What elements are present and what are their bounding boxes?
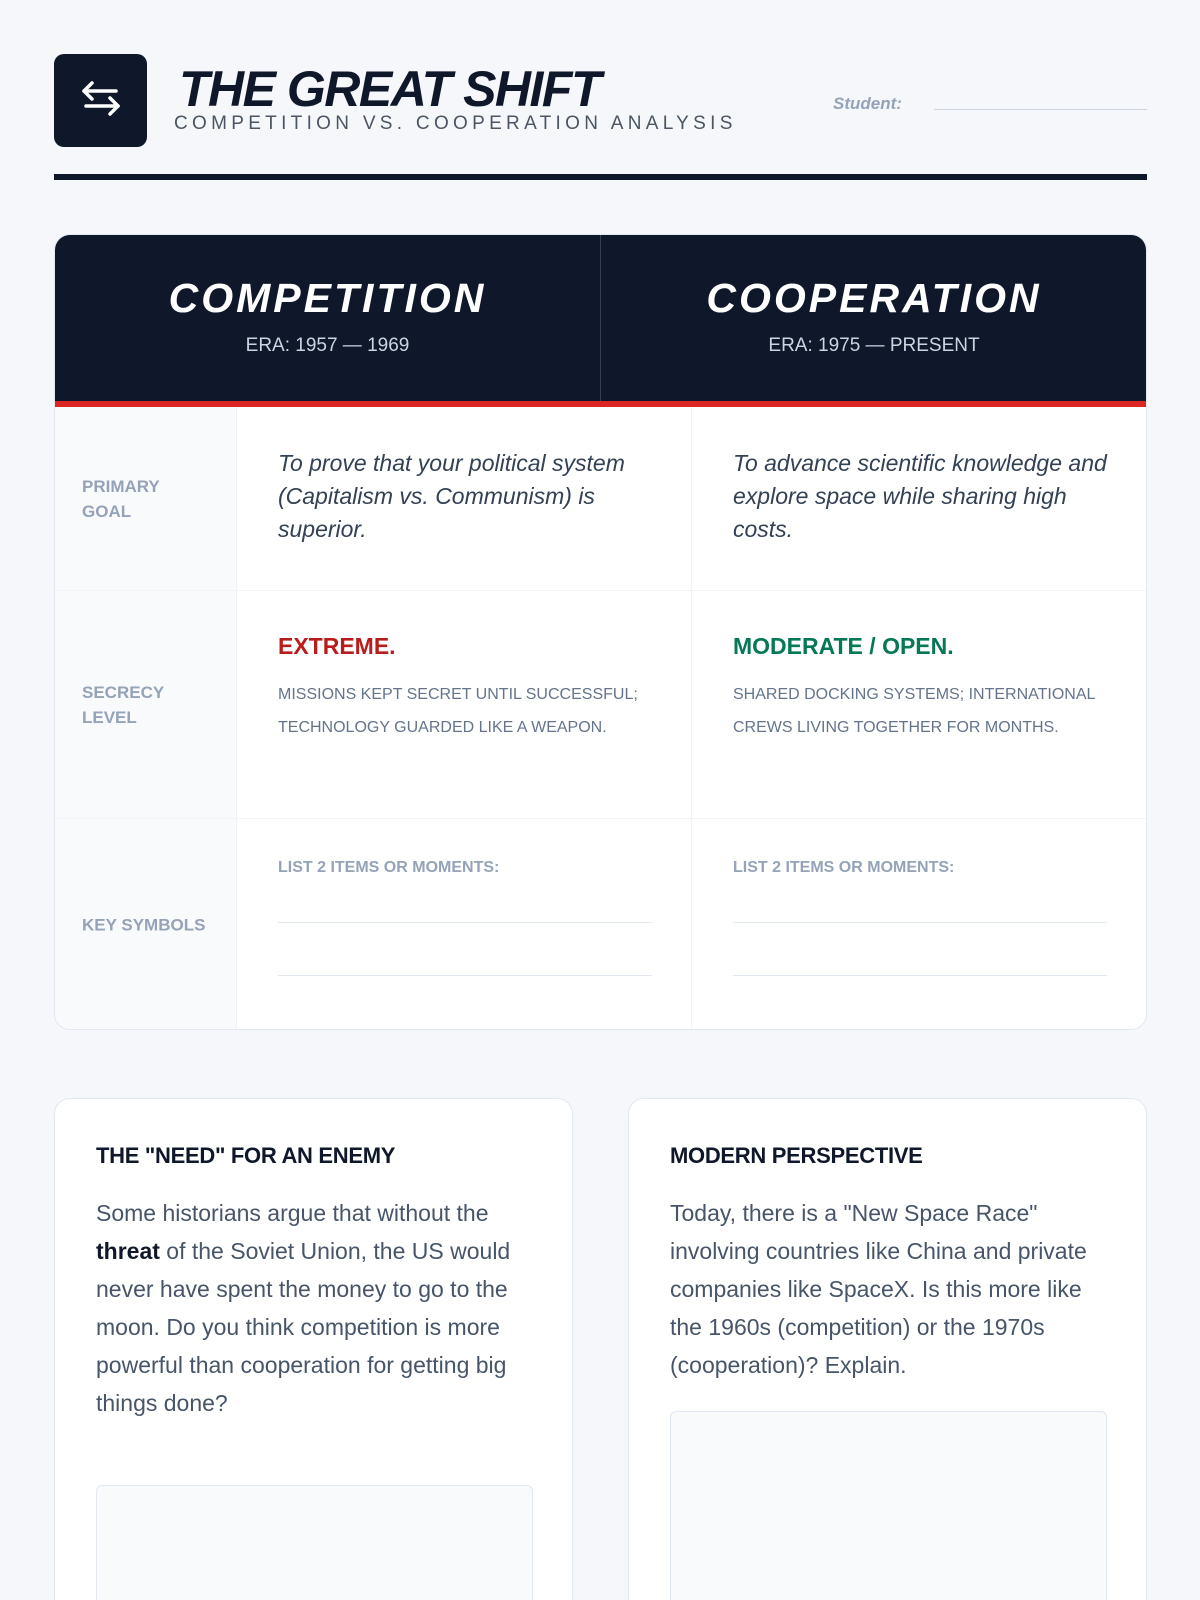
competition-secrecy-cell: [237, 591, 692, 818]
cooperation-title: COOPERATION: [706, 275, 1042, 321]
table-row-key-symbols: [55, 819, 1146, 1030]
question-body-modern: Today, there is a "New Space Race" involving countries like China and private companies like SpaceX. Is this more like the 1960s (competition) or the 1970s (cooperation)? Explain.: [670, 1200, 1087, 1378]
competition-goal-text: To prove that your political system (Capitalism vs. Communism) is superior.: [278, 450, 625, 542]
student-label: Student:: [833, 94, 902, 113]
answer-box-enemy[interactable]: [96, 1485, 533, 1600]
competition-symbol-line-2[interactable]: [278, 975, 652, 976]
competition-symbol-line-1[interactable]: [278, 922, 652, 923]
comparison-table: [54, 234, 1147, 1030]
competition-secrecy-note: MISSIONS KEPT SECRET UNTIL SUCCESSFUL; TECHNOLOGY GUARDED LIKE A WEAPON.: [278, 686, 638, 736]
page-subtitle: COMPETITION VS. COOPERATION ANALYSIS: [174, 113, 737, 134]
competition-secrecy-level: EXTREME.: [278, 633, 396, 659]
worksheet-header: [54, 54, 1147, 180]
header-divider: [54, 174, 1147, 180]
comparison-header: [55, 235, 1146, 407]
cooperation-era: ERA: 1975 — PRESENT: [768, 335, 980, 356]
row-label-cell: [55, 819, 237, 1030]
row-label-primary-goal: PRIMARY GOAL: [82, 476, 160, 521]
competition-era: ERA: 1957 — 1969: [245, 335, 410, 356]
cooperation-symbols-prompt: LIST 2 ITEMS OR MOMENTS:: [733, 859, 955, 876]
competition-header: [55, 235, 601, 401]
answer-box-modern[interactable]: [670, 1411, 1107, 1600]
swap-arrows-icon: [78, 75, 124, 126]
question-body-enemy-emphasis: threat: [96, 1238, 160, 1264]
question-card-enemy: [54, 1098, 573, 1600]
cooperation-header: [601, 235, 1147, 401]
cooperation-secrecy-note: SHARED DOCKING SYSTEMS; INTERNATIONAL CREWS LIVING TOGETHER FOR MONTHS.: [733, 686, 1095, 736]
competition-title: COMPETITION: [168, 275, 487, 321]
question-body-enemy-part-2: of the Soviet Union, the US would never have spent the money to go to the moon. Do you think competition is more powerful than cooperation for getting big things done?: [96, 1238, 511, 1416]
page-title: THE GREAT SHIFT: [179, 61, 601, 117]
row-label-cell: [55, 407, 237, 590]
cooperation-symbol-line-1[interactable]: [733, 922, 1107, 923]
cooperation-secrecy-level: MODERATE / OPEN.: [733, 633, 954, 659]
question-body-enemy-part-1: Some historians argue that without the: [96, 1200, 489, 1226]
table-row-primary-goal: [55, 407, 1146, 591]
question-title-modern: MODERN PERSPECTIVE: [670, 1143, 923, 1168]
cooperation-symbols-cell: [692, 819, 1147, 1030]
cooperation-goal-text: To advance scientific knowledge and explore space while sharing high costs.: [733, 450, 1107, 542]
question-body-enemy: [96, 1194, 533, 1422]
row-label-secrecy-level: SECRECY LEVEL: [82, 682, 164, 727]
competition-goal-cell: [237, 407, 692, 590]
row-label-cell: [55, 591, 237, 818]
competition-symbols-prompt: LIST 2 ITEMS OR MOMENTS:: [278, 859, 500, 876]
cooperation-symbol-line-2[interactable]: [733, 975, 1107, 976]
student-name-field[interactable]: [934, 109, 1147, 110]
logo-badge: [54, 54, 147, 147]
cooperation-secrecy-cell: [692, 591, 1147, 818]
question-title-enemy: THE "NEED" FOR AN ENEMY: [96, 1143, 396, 1168]
table-row-secrecy-level: [55, 591, 1146, 819]
competition-symbols-cell: [237, 819, 692, 1030]
row-label-key-symbols: KEY SYMBOLS: [82, 915, 206, 935]
question-card-modern: [628, 1098, 1147, 1600]
cooperation-goal-cell: [692, 407, 1147, 590]
